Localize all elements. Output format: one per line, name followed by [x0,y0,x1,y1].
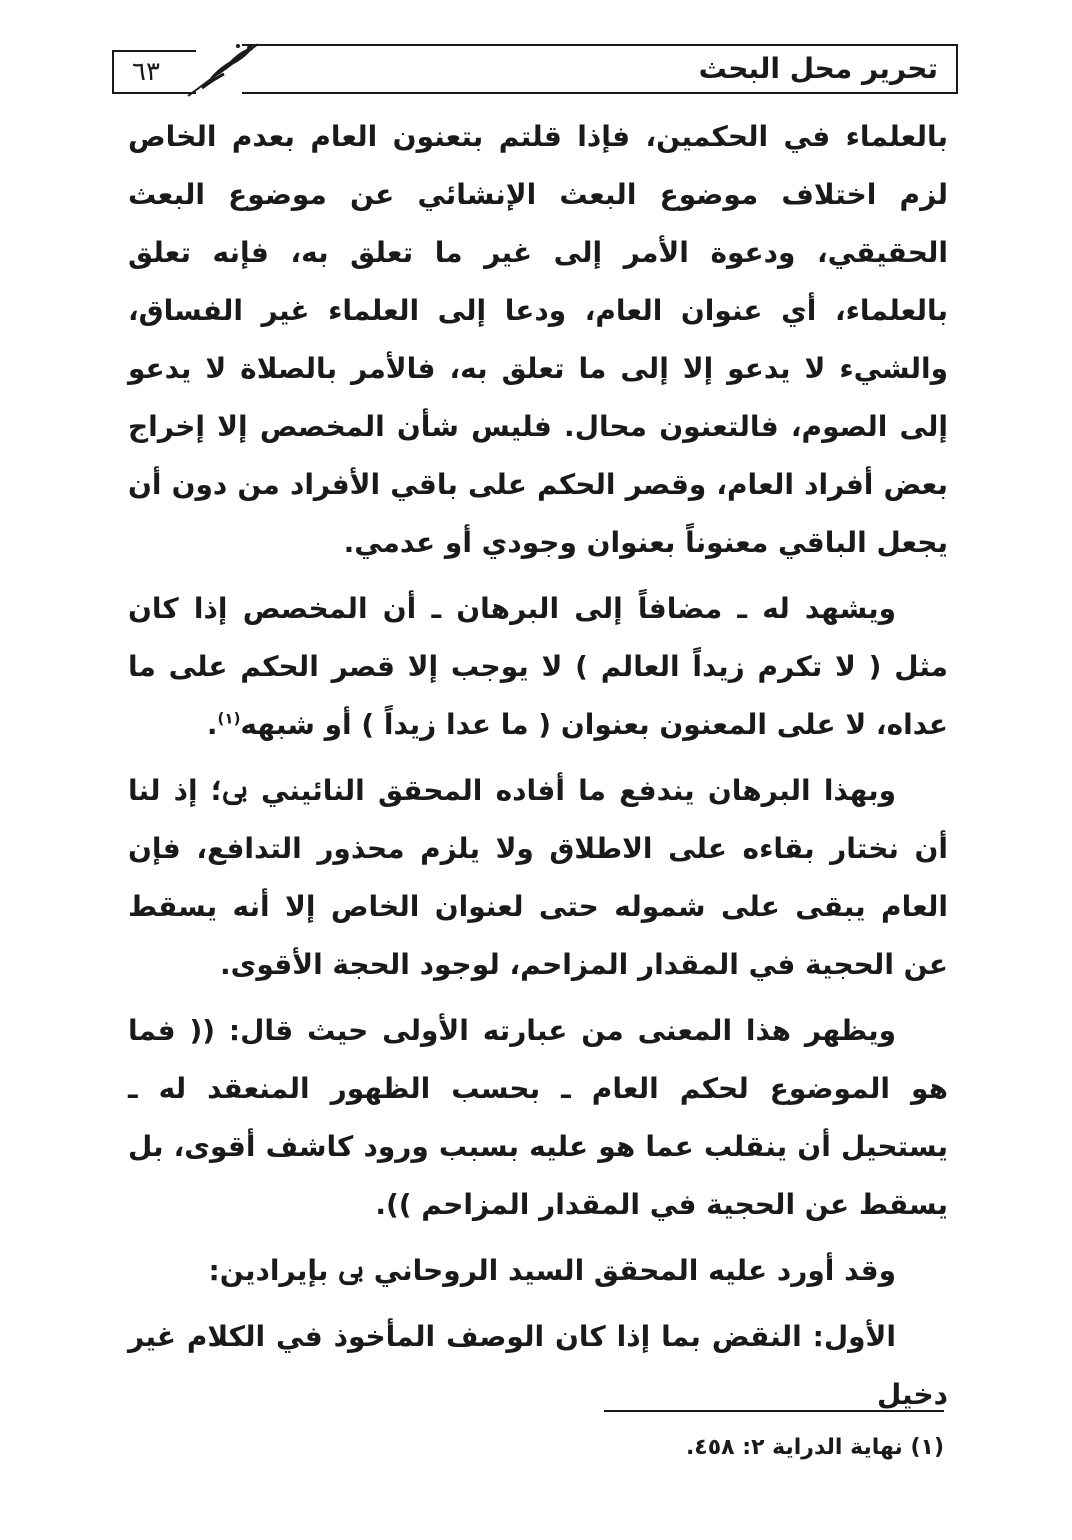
paragraph-text: ويشهد له ـ مضافاً إلى البرهان ـ أن المخصص إذا كان مثل ( لا تكرم زيداً العالم ) لا يوجب إلا قصر الحكم على ما عداه، لا على المعنون بعنوان ( ما عدا زيداً ) أو شبهه [128,592,948,741]
running-header [112,44,958,96]
paragraph: بالعلماء في الحكمين، فإذا قلتم بتعنون العام بعدم الخاص لزم اختلاف موضوع البعث الإنشائي عن موضوع البعث الحقيقي، ودعوة الأمر إلى غير ما تعلق به، فإنه تعلق بالعلماء، أي عنوان العام، ودعا إلى العلماء غير الفساق، والشيء لا يدعو إلا إلى ما تعلق به، فالأمر بالصلاة لا يدعو إلى الصوم، فالتعنون محال. فليس شأن المخصص إلا إخراج بعض أفراد العام، وقصر الحكم على باقي الأفراد من دون أن يجعل الباقي معنوناً بعنوان وجودي أو عدمي. [128,120,948,559]
paragraph [128,580,948,754]
footnote: (١) نهاية الدراية ٢: ٤٥٨. [685,1435,944,1460]
header-title-frame [242,44,958,94]
main-text [128,108,948,1432]
paragraph: الأول: النقض بما إذا كان الوصف المأخوذ في الكلام غير دخيل [128,1320,948,1411]
footnote-marker: (١) [217,709,241,728]
page-number: ٦٣ [132,57,160,87]
page-number-frame [112,50,196,94]
paragraph: وقد أورد عليه المحقق السيد الروحاني ﰉ بإيرادين: [208,1254,896,1287]
paragraph: ويظهر هذا المعنى من عبارته الأولى حيث قال: (( فما هو الموضوع لحكم العام ـ بحسب الظهور المنعقد له ـ يستحيل أن ينقلب عما هو عليه بسبب ورود كاشف أقوى، بل يسقط عن الحجية في المقدار المزاحم )). [128,1014,948,1221]
footnote-separator [604,1410,944,1412]
paragraph: وبهذا البرهان يندفع ما أفاده المحقق النائيني ﰉ؛ إذ لنا أن نختار بقاءه على الاطلاق ولا يلزم محذور التدافع، فإن العام يبقى على شموله حتى لعنوان الخاص إلا أنه يسقط عن الحجية في المقدار المزاحم، لوجود الحجة الأقوى. [128,774,948,981]
paragraph-end: . [206,708,218,741]
running-title: تحرير محل البحث [698,52,938,85]
